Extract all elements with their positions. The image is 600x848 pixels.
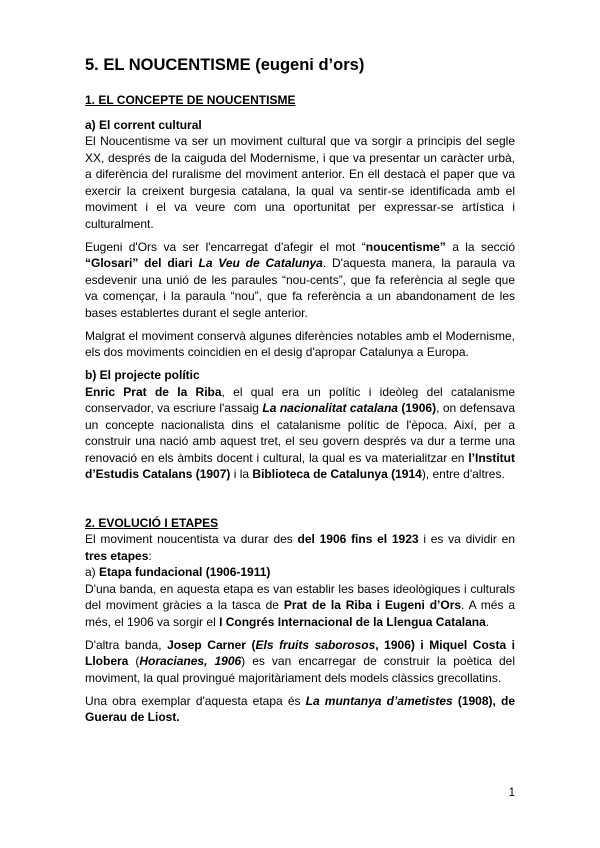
- doc-title: [85, 55, 515, 76]
- text-run: a) El corrent cultural: [85, 117, 202, 132]
- text-run: i es va dividir en: [418, 532, 516, 546]
- heading-concepte: [85, 92, 515, 109]
- text-run: 1. EL CONCEPTE DE NOUCENTISME: [85, 93, 296, 107]
- text-run: Enric Prat de la Riba: [85, 384, 222, 399]
- para-prat-de-la-riba: [85, 384, 515, 483]
- text-run: :: [148, 548, 152, 563]
- text-run: La nacionalitat catalana: [262, 401, 398, 415]
- page-number: 1: [508, 787, 515, 799]
- text-run: ) es van encarregar de construir la poètica del moviment, la qual provingué majoritàriament dels models clàssics grecollatins.: [85, 654, 515, 685]
- text-run: (1906): [397, 401, 437, 415]
- text-run: Malgrat el moviment conservà algunes diferències notables amb el Modernisme, els dos moviments coincidien en el desig d'apropar Catalunya a Europa.: [85, 328, 515, 359]
- text-run: (1908), de Guerau de Liost.: [85, 693, 515, 724]
- text-run: Biblioteca de Catalunya (1914: [252, 467, 422, 481]
- para-poetica-carner-costa: [85, 637, 515, 687]
- para-durada-etapes: [85, 531, 515, 564]
- para-obra-exemplar: [85, 693, 515, 726]
- text-run: . D'aquesta manera, la paraula va esdevenir una unió de les paraules “nou-cents”, que fa referència al segle que va començar, i la paraula “nou”, que fa referència a un abandonament de les bases establertes durant el segle anterior.: [85, 256, 515, 320]
- text-run: . A més a més, el 1906 va sorgir el: [85, 598, 515, 629]
- text-run: Eugeni d'Ors va ser l'encarregat d'afegir el mot “: [85, 239, 366, 254]
- text-run: Prat de la Riba i Eugeni d’Ors: [283, 598, 462, 612]
- subheading-projecte-politic: [85, 367, 515, 384]
- text-run: I Congrés Internacional de la Llengua Catalana: [219, 614, 486, 629]
- text-run: l’Institut d’Estudis Catalans (1907): [85, 450, 515, 481]
- text-run: del 1906 fins el 1923: [297, 532, 419, 546]
- text-run: Etapa fundacional (1906-1911): [99, 565, 271, 579]
- para-eugeni-dors-mot: [85, 239, 515, 322]
- text-run: D'una banda, en aquesta etapa es van establir les bases ideològiques i culturals del moviment gràcies a la tasca de: [85, 581, 515, 612]
- text-run: tres etapes: [85, 548, 149, 563]
- heading-evolucio-etapes: [85, 515, 515, 532]
- text-run: 2. EVOLUCIÓ I ETAPES: [85, 515, 219, 530]
- text-run: Josep Carner (: [167, 637, 256, 652]
- text-run: Una obra exemplar d'aquesta etapa és: [85, 693, 306, 708]
- text-run: D'altra banda,: [85, 637, 168, 652]
- text-run: , el qual era un polític i ideòleg del catalanisme conservador, va escriure l'assaig: [85, 384, 515, 415]
- text-run: La muntanya d’ametistes: [305, 693, 453, 708]
- line-etapa-fundacional: [85, 564, 515, 581]
- text-run: (: [128, 654, 140, 668]
- text-run: a): [85, 565, 100, 579]
- text-run: a la secció: [445, 239, 515, 254]
- document-body: [85, 55, 515, 732]
- para-noucentisme-origen: [85, 133, 515, 232]
- text-run: Horacianes, 1906: [139, 654, 242, 668]
- text-run: 5. EL NOUCENTISME (eugeni d’ors): [85, 56, 365, 74]
- text-run: b) El projecte polític: [85, 368, 200, 382]
- text-run: El moviment noucentista va durar des: [85, 532, 298, 546]
- text-run: .: [485, 614, 490, 629]
- text-run: El Noucentisme va ser un moviment cultural que va sorgir a principis del segle XX, després de la caiguda del Modernisme, i que va presentar un caràcter urbà, a diferència del ruralisme del moviment anterior. En ell destacà el paper que va exercir la creixent burgesia catalana, la qual va sentir-se identificada amb el moviment i el va veure com una oportunitat per expressar-se artística i culturalment.: [85, 134, 515, 231]
- text-run: i la: [230, 467, 253, 481]
- para-modernisme-coincidencia: [85, 328, 515, 361]
- subheading-corrent-cultural: [85, 117, 515, 134]
- text-run: , on defensava un concepte nacionalista dins el catalanisme polític de l'època. Així, per a construir una nació amb aquest tret, el seu govern després va dur a terme una renovació en els àmbits docent i cultural, la qual es va materialitzar en: [85, 401, 515, 465]
- text-run: ), entre d'altres.: [421, 467, 505, 481]
- text-run: , 1906) i Miquel Costa i Llobera: [85, 637, 516, 668]
- text-run: noucentisme”: [365, 239, 446, 254]
- text-run: Els fruits saborosos: [255, 637, 376, 652]
- text-run: “Glosari” del diari: [85, 256, 199, 270]
- text-run: La Veu de Catalunya: [198, 256, 323, 270]
- para-etapa-fundacional-bases: [85, 581, 515, 631]
